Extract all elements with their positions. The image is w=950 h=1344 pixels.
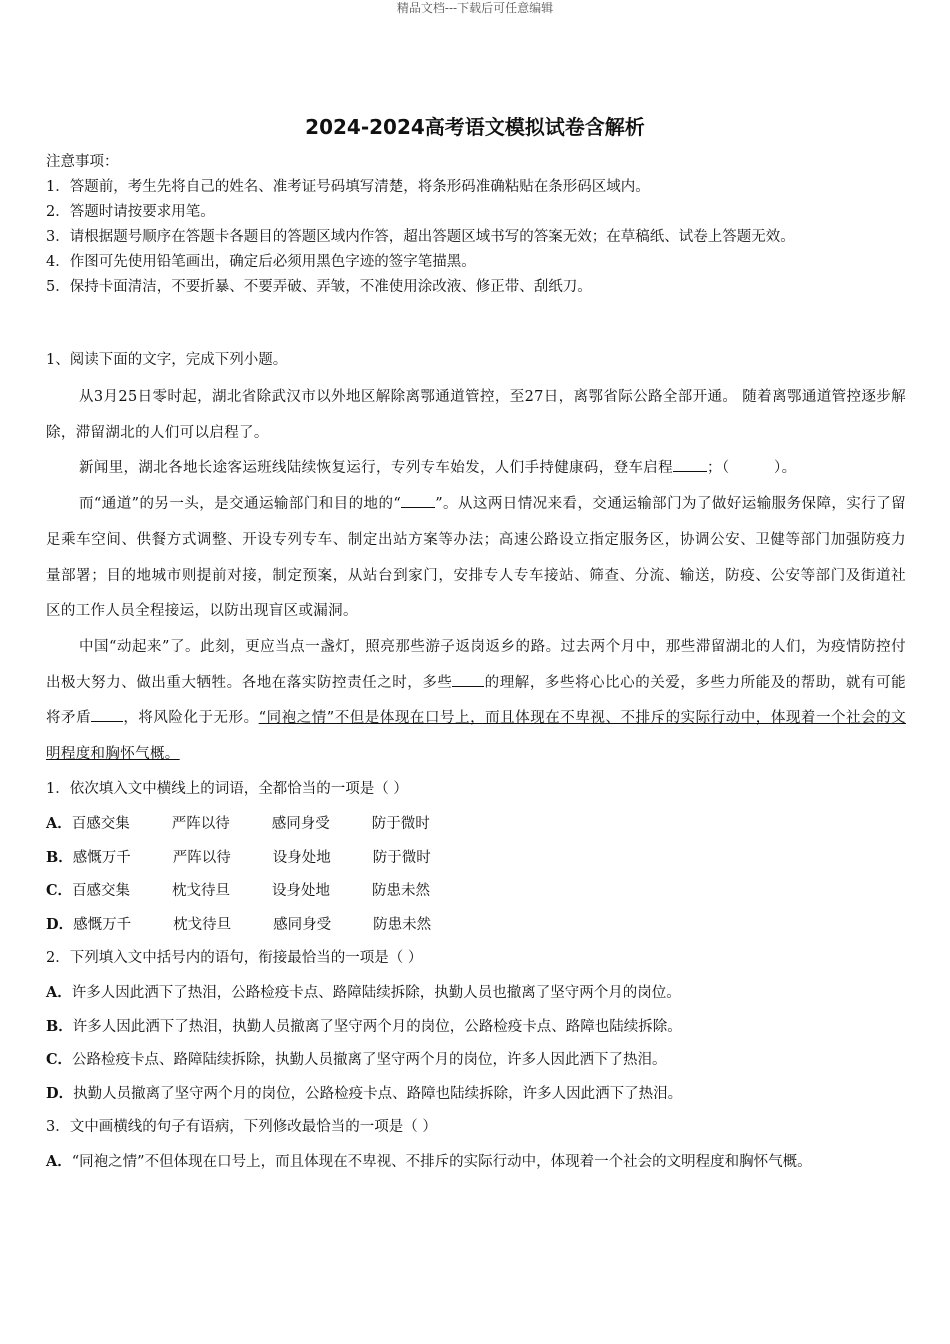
option-row (46, 1145, 906, 1179)
passage-text: 而“通道”的另一头，是交通运输部门和目的地的“ (79, 496, 402, 513)
option-row (46, 1010, 906, 1044)
option-letter: A． (46, 983, 72, 1001)
option-letter: B． (46, 1017, 73, 1035)
option-word: 百感交集 (72, 883, 131, 900)
option-text: 许多人因此洒下了热泪，执勤人员撤离了坚守两个月的岗位，公路检疫卡点、路障也陆续拆除。 (72, 1018, 682, 1035)
fill-blank (452, 672, 484, 687)
notice-heading: 注意事项： (46, 154, 119, 170)
option-row (46, 841, 906, 875)
option-text: 许多人因此洒下了热泪，公路检疫卡点、路障陆续拆除，执勤人员也撤离了坚守两个月的岗位。 (71, 984, 681, 1001)
option-row (46, 1077, 906, 1111)
option-text: 执勤人员撤离了坚守两个月的岗位，公路检疫卡点、路障也陆续拆除，许多人因此洒下了热泪。 (73, 1086, 683, 1103)
underlined-sentence: “同袍之情”不但是体现在口号上，而且体现在不卑视、不排斥的实际行动中，体现着一个社会的文明程度和胸怀气概。 (46, 710, 906, 763)
passage-paragraph-2 (46, 451, 906, 487)
option-letter: B． (46, 848, 73, 866)
question-intro: 1、阅读下面的文字，完成下列小题。 (46, 352, 288, 368)
option-letter: A． (46, 814, 72, 832)
notice-item: 3．请根据题号顺序在答题卡各题目的答题区域内作答，超出答题区域书写的答案无效；在草稿纸、试卷上答题无效。 (46, 229, 795, 245)
fill-blank (673, 457, 707, 472)
option-word: 设身处地 (272, 849, 331, 866)
option-word: 百感交集 (71, 815, 130, 832)
passage-text: 中国“动起来”了。此刻，更应当点一盏灯，照亮那些游子返岗返乡的路。过去两个月中，那些滞留湖北的人们，为疫情防控付出极大努力、做出重大牺牲。各地在落实防控责任之时，多些 (46, 638, 906, 691)
notice-item: 2．答题时请按要求用笔。 (46, 204, 215, 220)
fill-blank (401, 493, 435, 508)
option-row (46, 908, 906, 942)
option-word: 枕戈待旦 (173, 917, 232, 934)
notice-item: 1．答题前，考生先将自己的姓名、准考证号码填写清楚，将条形码准确粘贴在条形码区域内。 (46, 179, 650, 195)
notice-item: 5．保持卡面清洁，不要折暴、不要弄破、弄皱，不准使用涂改液、修正带、刮纸刀。 (46, 279, 592, 295)
option-text: “同袍之情”不但体现在口号上，而且体现在不卑视、不排斥的实际行动中，体现着一个社会的文明程度和胸怀气概。 (71, 1153, 812, 1170)
option-text: 公路检疫卡点、路障陆续拆除，执勤人员撤离了坚守两个月的岗位，许多人因此洒下了热泪。 (72, 1052, 667, 1069)
option-letter: D． (46, 916, 74, 934)
option-letter: A． (46, 1152, 72, 1170)
option-word: 枕戈待旦 (172, 883, 231, 900)
reading-passage (46, 380, 906, 773)
notice-item: 4．作图可先使用铅笔画出，确定后必须用黑色字迹的签字笔描黑。 (46, 254, 476, 270)
passage-paragraph-4 (46, 630, 906, 773)
passage-text: 新闻里，湖北各地长途客运班线陆续恢复运行，专列专车始发，人们手持健康码，登车启程 (79, 460, 673, 477)
option-word: 防于微时 (372, 849, 431, 866)
question-stem: 2．下列填入文中括号内的语句，衔接最恰当的一项是（ ） (46, 949, 423, 966)
question-stem: 3．文中画横线的句子有语病，下列修改最恰当的一项是（ ） (46, 1118, 437, 1135)
passage-text: ”。从这两日情况来看，交通运输部门为了做好运输服务保障，实行了留足乘车空间、供餐方式调整、开设专列专车、制定出站方案等办法；高速公路设立指定服务区，协调公安、卫健等部门加强防疫力量部署；目的地城市则提前对接，制定预案，从站台到家门，安排专人专车接站、筛查、分流、输送，防疫、公安等部门及街道社区的工作人员全程接运，以防出现盲区或漏洞。 (46, 496, 906, 620)
passage-text: ；（ ）。 (707, 460, 797, 477)
option-word: 感慨万千 (72, 849, 131, 866)
option-row (46, 976, 906, 1010)
option-row (46, 807, 906, 841)
passage-text: 的理解，多些将心比心的关爱，多些力所能及的帮助，就有可能将矛盾 (46, 674, 906, 727)
option-word: 防于微时 (371, 815, 430, 832)
question-stem: 1．依次填入文中横线上的词语，全都恰当的一项是（ ） (46, 781, 408, 797)
option-word: 严阵以待 (171, 815, 230, 832)
option-word: 感同身受 (271, 815, 330, 832)
option-letter: C． (46, 1051, 73, 1069)
option-letter: D． (46, 1085, 74, 1103)
option-word: 设身处地 (272, 883, 331, 900)
option-word: 严阵以待 (172, 849, 231, 866)
fill-blank (91, 707, 123, 722)
passage-paragraph-1: 从3月25日零时起，湖北省除武汉市以外地区解除离鄂通道管控，至27日，离鄂省际公路全部开通。 随着离鄂通道管控逐步解除，滞留湖北的人们可以启程了。 (46, 389, 906, 441)
page-title: 2024-2024高考语文模拟试卷含解析 (305, 115, 645, 139)
questions-section (46, 773, 906, 1179)
header-note: 精品文档---下载后可任意编辑 (396, 1, 554, 15)
option-word: 防患未然 (372, 883, 431, 900)
passage-text: ，将风险化于无形。 (123, 710, 259, 727)
passage-paragraph-3 (46, 487, 906, 630)
notice-section (46, 150, 916, 300)
option-letter: C． (46, 882, 73, 900)
option-row (46, 874, 906, 908)
option-word: 感慨万千 (73, 917, 132, 934)
option-word: 感同身受 (273, 917, 332, 934)
option-row (46, 1043, 906, 1077)
option-word: 防患未然 (373, 917, 432, 934)
